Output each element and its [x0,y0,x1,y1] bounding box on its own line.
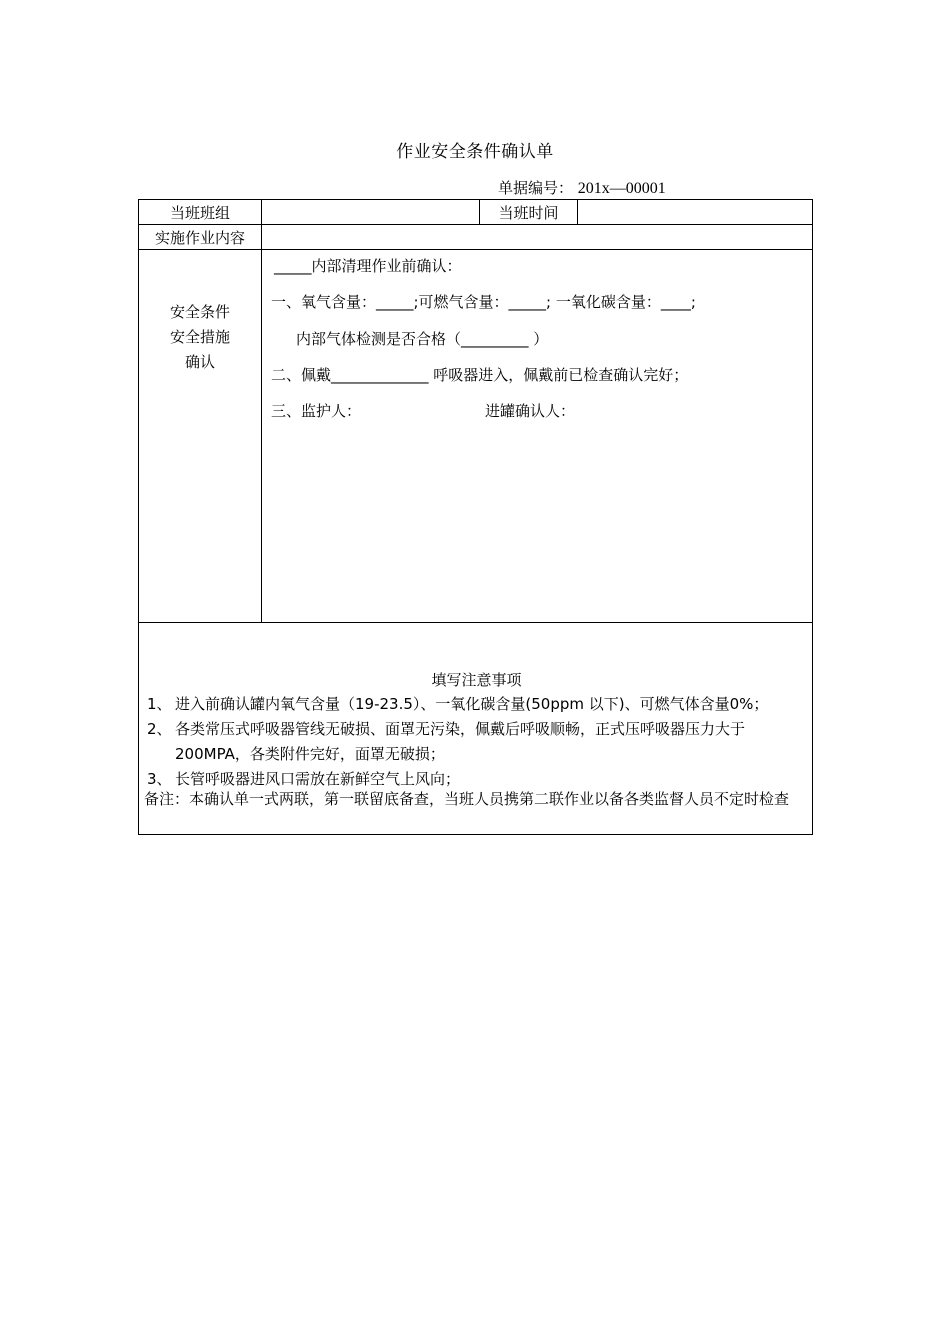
notes-title: 填写注意事项 [431,670,522,689]
note-text: 进入前确认罐内氧气含量（19-23.5）、一氧化碳含量(50ppm 以下)、可燃气体含量0%； [175,694,769,713]
work-content-label: 实施作业内容 [139,225,262,250]
measure-line-guardian: 三、监护人： [271,402,362,420]
doc-number-value: 201x—00001 [577,180,666,197]
page-title: 作业安全条件确认单 [396,142,554,162]
shift-time-field[interactable] [578,200,813,225]
safety-label-line: 安全条件 [169,303,230,321]
shift-time-label: 当班时间 [480,200,578,225]
note-item [147,717,806,767]
note-index: 1、 [147,694,172,713]
note-index: 3、 [147,769,172,788]
note-index: 2、 [147,719,172,738]
confirmation-form-table [138,199,813,835]
shift-group-label: 当班班组 [139,200,262,225]
measure-line-confirmer: 进罐确认人： [485,402,576,420]
safety-measures-cell[interactable] [262,250,813,623]
doc-number-label: 单据编号： [498,179,574,197]
safety-label-line: 安全措施 [169,328,230,346]
work-content-field[interactable] [262,225,813,250]
note-item [147,692,806,717]
note-text: 各类常压式呼吸器管线无破损、面罩无污染，佩戴后呼吸顺畅，正式压呼吸器压力大于 200MPA，各类附件完好，面罩无破损； [175,719,746,763]
measure-line-gas-content: 一、氧气含量：_____;可燃气含量：_____; 一氧化碳含量：____; [271,293,696,311]
doc-number [498,177,666,198]
remark-text: 备注：本确认单一式两联，第一联留底备查，当班人员携第二联作业以备各类监督人员不定时检查 [144,790,790,808]
safety-label-line: 确认 [184,353,215,371]
measure-line-respirator: 二、佩戴_____________ 呼吸器进入，佩戴前已检查确认完好； [271,366,689,384]
measure-line-gas-check: 内部气体检测是否合格（_________ ） [296,330,549,348]
safety-conditions-label [139,250,262,623]
shift-group-field[interactable] [262,200,480,225]
note-text: 长管呼吸器进风口需放在新鲜空气上风向； [175,769,461,788]
measure-line-cleaning: _____内部清理作业前确认： [274,257,462,275]
